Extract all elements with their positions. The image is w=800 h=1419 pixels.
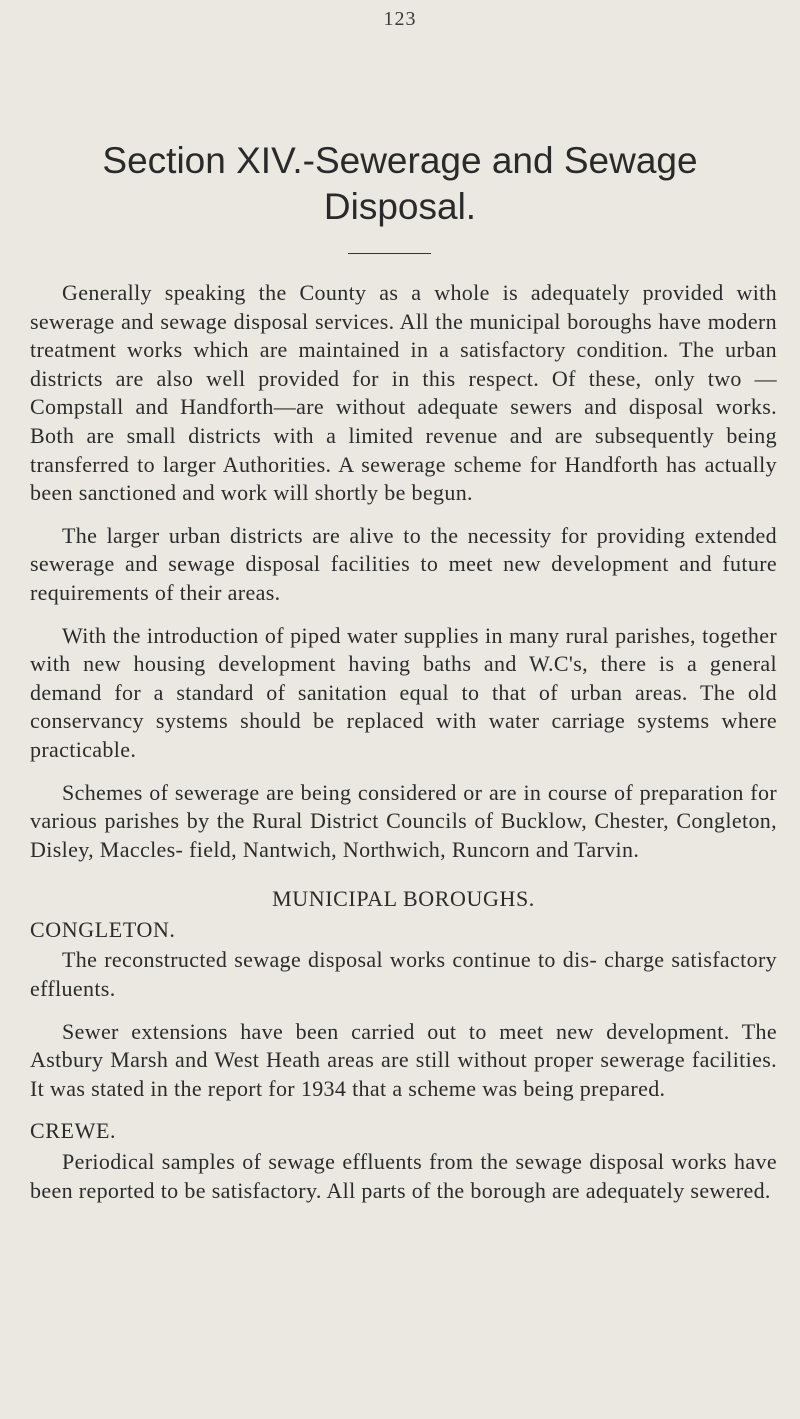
paragraph-schemes: Schemes of sewerage are being considered or are in course of preparation for various parishes by the Rural District Councils of Bucklow, Chester, Congleton, Disley, Maccles- field, Nantwich, Northwich, Runcorn and Tarvin. bbox=[30, 779, 777, 862]
section-title-line-1: Section XIV.-Sewerage and Sewage bbox=[102, 140, 698, 181]
section-title bbox=[0, 138, 800, 230]
heading-municipal-boroughs: MUNICIPAL BOROUGHS. bbox=[272, 886, 535, 912]
paragraph-crewe-samples: Periodical samples of sewage effluents from the sewage disposal works have been reported to be satisfactory. All parts of the borough are adequately sewered. bbox=[30, 1149, 777, 1203]
title-divider bbox=[348, 253, 431, 254]
paragraph-rural-parishes: With the introduction of piped water supplies in many rural parishes, together with new housing development having baths and W.C's, there is a general demand for a standard of sanitation equal to that of urban areas. The old conservancy systems should be replaced with water carriage systems where practicable. bbox=[30, 622, 777, 762]
heading-congleton: CONGLETON. bbox=[30, 916, 176, 942]
section-title-line-2: Disposal. bbox=[323, 186, 477, 227]
page-number: 123 bbox=[383, 8, 417, 30]
paragraph-general: Generally speaking the County as a whole is adequately provided with sewerage and sewage disposal services. All the municipal boroughs have modern treatment works which are maintained in a satisfactory condition. The urban districts are also well provided for in this respect. Of these, only two —Compstall and Handforth—are without adequate sewers and disposal works. Both are small districts with a limited revenue and are subsequently being transferred to larger Authorities. A sewerage scheme for Handforth has actually been sanctioned and work will shortly be begun. bbox=[30, 280, 777, 506]
paragraph-congleton-works: The reconstructed sewage disposal works continue to dis- charge satisfactory effluents. bbox=[30, 947, 777, 1002]
heading-crewe: CREWE. bbox=[30, 1118, 117, 1144]
paragraph-urban-districts: The larger urban districts are alive to the necessity for providing extended sewerage and sewage disposal facilities to meet new development and future requirements of their areas. bbox=[30, 522, 777, 605]
body-text bbox=[30, 279, 777, 1205]
paragraph-congleton-extensions: Sewer extensions have been carried out to meet new development. The Astbury Marsh and West Heath areas are still without proper sewerage facilities. It was stated in the report for 1934 that a scheme was being prepared. bbox=[30, 1018, 777, 1101]
